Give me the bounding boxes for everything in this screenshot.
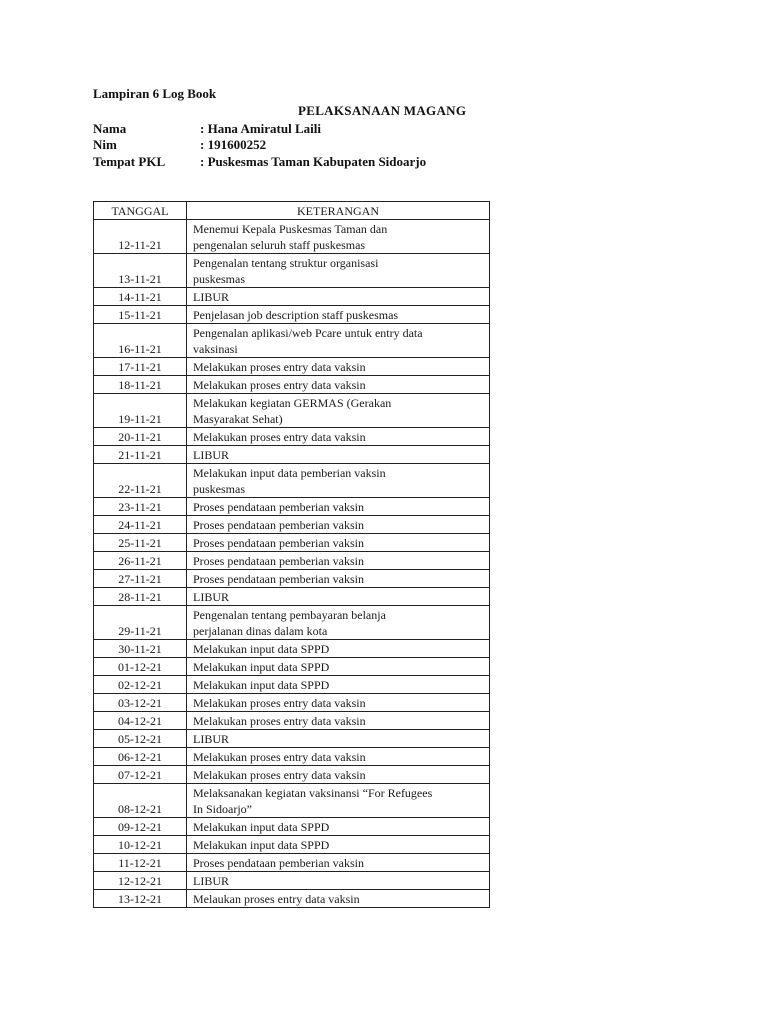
date-cell: 26-11-21 xyxy=(94,552,187,570)
column-header-date: TANGGAL xyxy=(94,202,187,220)
table-row xyxy=(94,516,490,534)
description-cell: Proses pendataan pemberian vaksin xyxy=(187,534,490,552)
table-row xyxy=(94,464,490,498)
date-cell: 23-11-21 xyxy=(94,498,187,516)
description-cell: Melaukan proses entry data vaksin xyxy=(187,890,490,908)
table-row xyxy=(94,220,490,254)
date-cell: 01-12-21 xyxy=(94,658,187,676)
description-cell: Melakukan kegiatan GERMAS (Gerakan Masyarakat Sehat) xyxy=(187,394,490,428)
description-cell: Melakukan input data SPPD xyxy=(187,818,490,836)
date-cell: 28-11-21 xyxy=(94,588,187,606)
date-cell: 20-11-21 xyxy=(94,428,187,446)
description-cell: Proses pendataan pemberian vaksin xyxy=(187,854,490,872)
description-cell: Melakukan input data SPPD xyxy=(187,836,490,854)
description-cell: LIBUR xyxy=(187,872,490,890)
table-row xyxy=(94,836,490,854)
date-cell: 11-12-21 xyxy=(94,854,187,872)
date-cell: 08-12-21 xyxy=(94,784,187,818)
table-row xyxy=(94,254,490,288)
table-row xyxy=(94,730,490,748)
description-cell: Melakukan proses entry data vaksin xyxy=(187,766,490,784)
name-label: Nama xyxy=(93,121,127,136)
description-cell: Proses pendataan pemberian vaksin xyxy=(187,516,490,534)
date-cell: 29-11-21 xyxy=(94,606,187,640)
table-row xyxy=(94,324,490,358)
description-cell: Melakukan proses entry data vaksin xyxy=(187,694,490,712)
date-cell: 25-11-21 xyxy=(94,534,187,552)
table-row xyxy=(94,712,490,730)
date-cell: 22-11-21 xyxy=(94,464,187,498)
table-row xyxy=(94,588,490,606)
description-cell: Melakukan proses entry data vaksin xyxy=(187,712,490,730)
description-cell: Penjelasan job description staff puskesmas xyxy=(187,306,490,324)
date-cell: 16-11-21 xyxy=(94,324,187,358)
date-cell: 27-11-21 xyxy=(94,570,187,588)
description-cell: Melakukan input data SPPD xyxy=(187,658,490,676)
date-cell: 30-11-21 xyxy=(94,640,187,658)
table-row xyxy=(94,376,490,394)
table-row xyxy=(94,640,490,658)
date-cell: 17-11-21 xyxy=(94,358,187,376)
description-cell: Melakukan proses entry data vaksin xyxy=(187,748,490,766)
description-cell: Melakukan input data pemberian vaksin puskesmas xyxy=(187,464,490,498)
date-cell: 14-11-21 xyxy=(94,288,187,306)
table-row xyxy=(94,306,490,324)
description-cell: Melakukan proses entry data vaksin xyxy=(187,376,490,394)
name-value: : Hana Amiratul Laili xyxy=(200,121,321,136)
table-row xyxy=(94,534,490,552)
description-cell: Pengenalan tentang struktur organisasi puskesmas xyxy=(187,254,490,288)
date-cell: 21-11-21 xyxy=(94,446,187,464)
column-header-description: KETERANGAN xyxy=(187,202,490,220)
table-row xyxy=(94,748,490,766)
date-cell: 06-12-21 xyxy=(94,748,187,766)
description-cell: Melakukan proses entry data vaksin xyxy=(187,358,490,376)
log-book-table xyxy=(93,201,490,908)
location-label: Tempat PKL xyxy=(93,154,166,169)
table-row xyxy=(94,428,490,446)
date-cell: 10-12-21 xyxy=(94,836,187,854)
description-cell: Menemui Kepala Puskesmas Taman dan pengenalan seluruh staff puskesmas xyxy=(187,220,490,254)
description-cell: LIBUR xyxy=(187,288,490,306)
location-value: : Puskesmas Taman Kabupaten Sidoarjo xyxy=(200,154,427,169)
table-row xyxy=(94,606,490,640)
table-row xyxy=(94,570,490,588)
date-cell: 18-11-21 xyxy=(94,376,187,394)
description-cell: Pengenalan tentang pembayaran belanja perjalanan dinas dalam kota xyxy=(187,606,490,640)
table-row xyxy=(94,658,490,676)
date-cell: 04-12-21 xyxy=(94,712,187,730)
description-cell: Proses pendataan pemberian vaksin xyxy=(187,570,490,588)
description-cell: Melakukan input data SPPD xyxy=(187,676,490,694)
table-row xyxy=(94,766,490,784)
date-cell: 07-12-21 xyxy=(94,766,187,784)
description-cell: LIBUR xyxy=(187,446,490,464)
table-row xyxy=(94,288,490,306)
table-row xyxy=(94,358,490,376)
date-cell: 02-12-21 xyxy=(94,676,187,694)
description-cell: LIBUR xyxy=(187,588,490,606)
description-cell: Proses pendataan pemberian vaksin xyxy=(187,498,490,516)
date-cell: 05-12-21 xyxy=(94,730,187,748)
table-row xyxy=(94,694,490,712)
description-cell: Pengenalan aplikasi/web Pcare untuk entry data vaksinasi xyxy=(187,324,490,358)
table-row xyxy=(94,552,490,570)
table-row xyxy=(94,818,490,836)
description-cell: Melakukan input data SPPD xyxy=(187,640,490,658)
date-cell: 24-11-21 xyxy=(94,516,187,534)
table-row xyxy=(94,854,490,872)
date-cell: 09-12-21 xyxy=(94,818,187,836)
table-row xyxy=(94,872,490,890)
date-cell: 03-12-21 xyxy=(94,694,187,712)
log-table-body xyxy=(94,220,490,908)
attachment-label: Lampiran 6 Log Book xyxy=(93,86,217,101)
table-row xyxy=(94,394,490,428)
date-cell: 15-11-21 xyxy=(94,306,187,324)
table-row xyxy=(94,676,490,694)
description-cell: Melaksanakan kegiatan vaksinansi “For Refugees In Sidoarjo” xyxy=(187,784,490,818)
nim-label: Nim xyxy=(93,137,117,152)
table-row xyxy=(94,784,490,818)
description-cell: Melakukan proses entry data vaksin xyxy=(187,428,490,446)
table-row xyxy=(94,890,490,908)
date-cell: 19-11-21 xyxy=(94,394,187,428)
nim-value: : 191600252 xyxy=(200,137,267,152)
table-row xyxy=(94,498,490,516)
description-cell: Proses pendataan pemberian vaksin xyxy=(187,552,490,570)
table-row xyxy=(94,446,490,464)
page-title: PELAKSANAAN MAGANG xyxy=(298,103,467,118)
date-cell: 13-11-21 xyxy=(94,254,187,288)
date-cell: 12-12-21 xyxy=(94,872,187,890)
date-cell: 13-12-21 xyxy=(94,890,187,908)
date-cell: 12-11-21 xyxy=(94,220,187,254)
description-cell: LIBUR xyxy=(187,730,490,748)
